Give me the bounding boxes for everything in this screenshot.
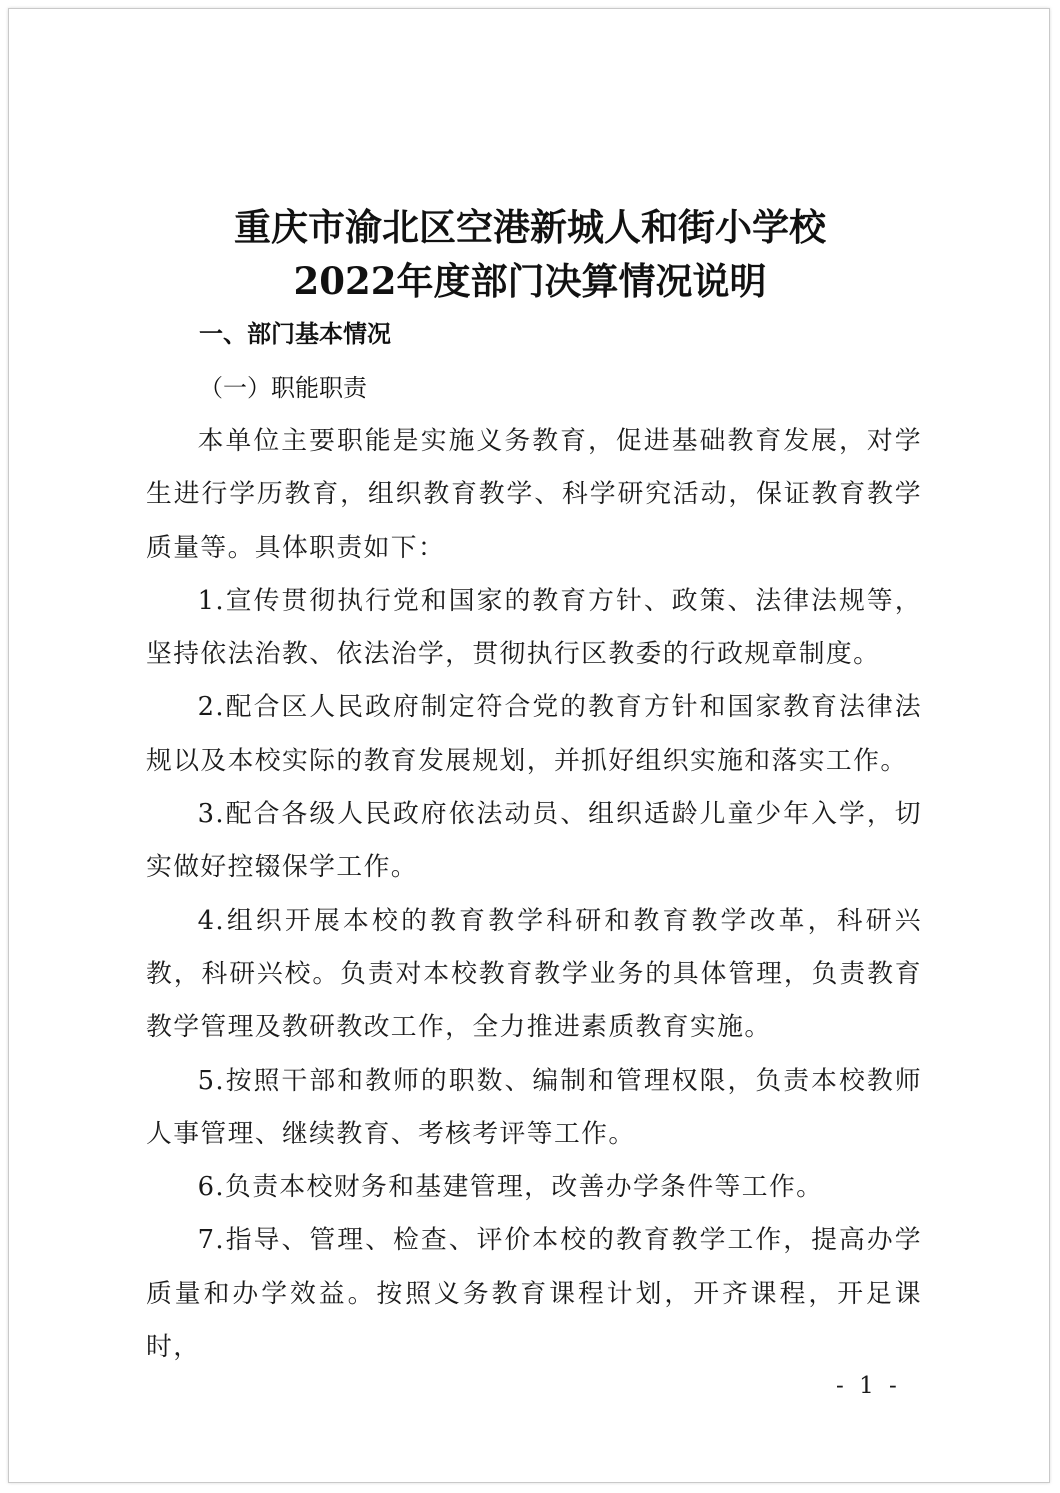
paragraph-duty-2: 2.配合区人民政府制定符合党的教育方针和国家教育法律法规以及本校实际的教育发展规划，并抓好组织实施和落实工作。 xyxy=(146,692,922,776)
subsection-heading: （一）职能职责 xyxy=(199,374,367,402)
page-number: - 1 - xyxy=(836,1373,901,1399)
paragraph-duty-6: 6.负责本校财务和基建管理，改善办学条件等工作。 xyxy=(197,1172,824,1203)
document-title-line-1: 重庆市渝北区空港新城人和街小学校 xyxy=(234,205,826,249)
section-heading: 一、部门基本情况 xyxy=(199,320,391,348)
paragraph-duty-4: 4.组织开展本校的教育教学科研和教育教学改革，科研兴教，科研兴校。负责对本校教育教学业务的具体管理，负责教育教学管理及教研教改工作，全力推进素质教育实施。 xyxy=(146,905,922,1043)
paragraph-duty-1: 1.宣传贯彻执行党和国家的教育方针、政策、法律法规等，坚持依法治教、依法治学，贯彻执行区教委的行政规章制度。 xyxy=(146,585,922,670)
paragraph-duty-3: 3.配合各级人民政府依法动员、组织适龄儿童少年入学，切实做好控辍保学工作。 xyxy=(146,799,922,883)
document-body xyxy=(146,415,922,1374)
paragraph-intro: 本单位主要职能是实施义务教育，促进基础教育发展，对学生进行学历教育，组织教育教学、科学研究活动，保证教育教学质量等。具体职责如下： xyxy=(146,426,922,563)
paragraph-duty-7: 7.指导、管理、检查、评价本校的教育教学工作，提高办学质量和办学效益。按照义务教育课程计划，开齐课程，开足课时， xyxy=(146,1225,922,1363)
document-title-line-2: 2022年度部门决算情况说明 xyxy=(293,259,767,303)
paragraph-duty-5: 5.按照干部和教师的职数、编制和管理权限，负责本校教师人事管理、继续教育、考核考评等工作。 xyxy=(146,1065,922,1149)
